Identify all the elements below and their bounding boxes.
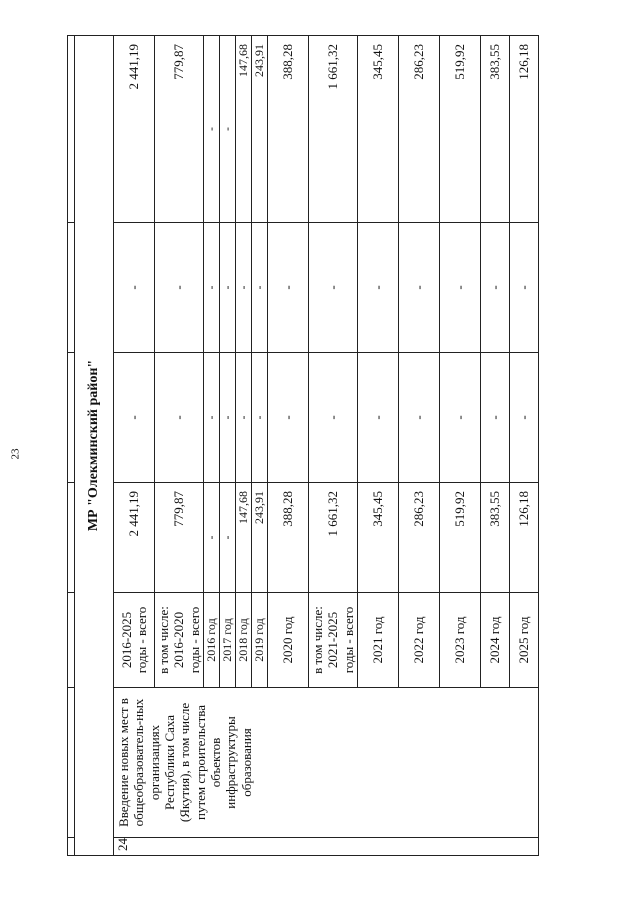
period-cell: 2017 год (219, 593, 235, 688)
total-cell: 243,91 (251, 483, 267, 593)
district-row (75, 36, 114, 856)
table-top-row (68, 36, 75, 856)
value-cell: - (219, 353, 235, 483)
value-cell: 345,45 (357, 36, 398, 223)
value-cell: - (251, 353, 267, 483)
period-cell: 2016-2025 годы - всего (114, 593, 155, 688)
period-cell: 2019 год (251, 593, 267, 688)
value-cell: - (155, 223, 204, 353)
total-cell: 147,68 (235, 483, 251, 593)
value-cell: - (439, 223, 480, 353)
total-cell: - (219, 483, 235, 593)
finance-table (67, 35, 539, 856)
value-cell: - (203, 36, 219, 223)
value-cell: 388,28 (267, 36, 308, 223)
value-cell: - (308, 353, 357, 483)
total-cell: 286,23 (398, 483, 439, 593)
value-cell: - (267, 353, 308, 483)
value-cell: - (439, 353, 480, 483)
value-cell: 126,18 (509, 36, 538, 223)
rotated-table-page (67, 36, 607, 856)
total-cell: 519,92 (439, 483, 480, 593)
value-cell: - (203, 353, 219, 483)
value-cell: 779,87 (155, 36, 204, 223)
value-cell: 1 661,32 (308, 36, 357, 223)
value-cell: - (308, 223, 357, 353)
total-cell: 1 661,32 (308, 483, 357, 593)
period-cell: в том числе: 2021-2025 годы - всего (308, 593, 357, 688)
district-title: МР "Олекминский район" (75, 36, 114, 856)
page-number: 23 (9, 448, 22, 460)
value-cell: - (357, 223, 398, 353)
period-cell: 2023 год (439, 593, 480, 688)
total-cell: - (203, 483, 219, 593)
total-cell: 2 441,19 (114, 483, 155, 593)
value-cell: 383,55 (480, 36, 509, 223)
measure-name: Введение новых мест в общеобразователь-ных организациях Республики Саха (Якутия), в том числе путем строительства объектов инфраструктуры образования (114, 688, 539, 838)
value-cell: - (480, 353, 509, 483)
value-cell: - (203, 223, 219, 353)
value-cell: - (357, 353, 398, 483)
value-cell: - (398, 353, 439, 483)
table-row (114, 36, 155, 856)
value-cell: - (509, 353, 538, 483)
value-cell: - (251, 223, 267, 353)
period-cell: 2016 год (203, 593, 219, 688)
value-cell: 147,68 (235, 36, 251, 223)
value-cell: - (114, 353, 155, 483)
period-cell: 2018 год (235, 593, 251, 688)
period-cell: 2024 год (480, 593, 509, 688)
period-cell: в том числе: 2016-2020 годы - всего (155, 593, 204, 688)
value-cell: 286,23 (398, 36, 439, 223)
value-cell: 243,91 (251, 36, 267, 223)
value-cell: - (114, 223, 155, 353)
period-cell: 2021 год (357, 593, 398, 688)
value-cell: - (219, 36, 235, 223)
period-cell: 2022 год (398, 593, 439, 688)
total-cell: 345,45 (357, 483, 398, 593)
period-cell: 2025 год (509, 593, 538, 688)
value-cell: - (398, 223, 439, 353)
value-cell: - (480, 223, 509, 353)
value-cell: - (267, 223, 308, 353)
total-cell: 388,28 (267, 483, 308, 593)
total-cell: 383,55 (480, 483, 509, 593)
value-cell: 2 441,19 (114, 36, 155, 223)
period-cell: 2020 год (267, 593, 308, 688)
row-number: 24 (114, 838, 539, 856)
value-cell: - (235, 223, 251, 353)
total-cell: 126,18 (509, 483, 538, 593)
value-cell: - (219, 223, 235, 353)
total-cell: 779,87 (155, 483, 204, 593)
value-cell: - (509, 223, 538, 353)
value-cell: - (155, 353, 204, 483)
value-cell: - (235, 353, 251, 483)
value-cell: 519,92 (439, 36, 480, 223)
